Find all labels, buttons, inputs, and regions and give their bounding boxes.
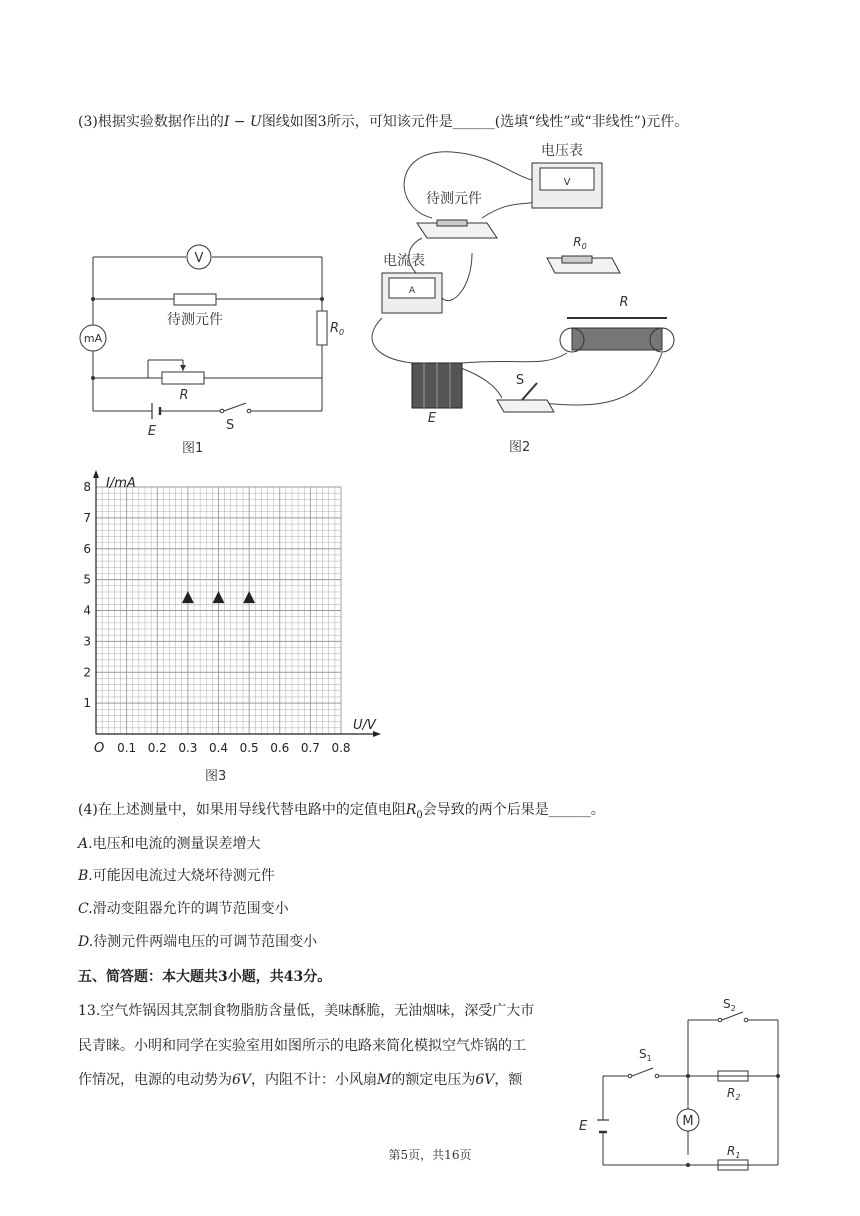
q4-r-sub: 0 [416,809,423,821]
fig2-e-label: E [427,411,437,426]
fig2-r-label: R [619,295,629,310]
option-letter: B. [78,868,93,884]
q3-line [78,112,688,132]
q13-emf: 6V [232,1072,252,1088]
y-tick-label: 1 [83,696,91,711]
figure-2-apparatus [362,138,712,438]
fig1-element-label: 待测元件 [167,312,223,328]
option-letter: D. [78,934,94,950]
svg-text:V: V [563,177,571,188]
q3-blank: ______ [452,114,495,130]
y-tick-label: 4 [83,603,91,618]
q13-m: M [377,1072,392,1088]
data-point [182,591,194,603]
q4-line [78,800,605,826]
fig2-rheostat [572,328,662,350]
option-letter: A. [78,836,93,852]
y-tick-label: 8 [83,480,91,494]
x-tick-label: 0.3 [178,741,198,755]
figure-1-circuit [74,235,345,439]
y-tick-label: 2 [83,665,91,680]
q13-text: ，内阻不计：小风扇 [251,1072,378,1088]
q4-option-a [78,834,261,854]
fig4-r2-label: $R_2$ [727,1086,741,1102]
data-point [243,591,255,603]
fig4-m-label: M [682,1114,694,1129]
fig1-voltmeter-label: V [194,251,204,266]
q13-text: 的额定电压为 [391,1072,476,1088]
y-axis-arrow [93,470,99,478]
fig1-ammeter-label: mA [83,332,103,345]
y-tick-label: 5 [83,572,91,587]
fig4-s1-label: $S_1$ [639,1047,652,1063]
fig2-switch [497,400,554,412]
fig3-origin: O [94,741,105,756]
q4-option-c [78,899,289,919]
fig1-r-label: R [179,388,189,403]
q13-line-2: 民青睐。小明和同学在实验室用如图所示的电路来简化模拟空气炸锅的工 [78,1038,526,1054]
q13-line-1: 13.空气炸锅因其烹制食物脂肪含量低，美味酥脆，无油烟味，深受广大市 [78,1003,535,1019]
section-5-title: 五、简答题：本大题共3小题，共43分。 [78,969,332,985]
data-point [213,591,225,603]
option-text: 可能因电流过大烧坏待测元件 [92,868,275,884]
fig4-s2-label: $S_2$ [723,997,736,1013]
y-tick-label: 6 [83,541,91,556]
fig3-x-label: U/V [353,718,376,733]
fig1-s-label: S [226,418,235,433]
x-tick-label: 0.1 [117,741,137,755]
option-text: 电压和电流的测量误差增大 [92,836,261,852]
x-tick-label: 0.2 [147,741,167,755]
fig1-r0-label: $R_0$ [330,321,345,337]
q3-suffix: (选填“线性”或“非线性”)元件。 [494,114,689,130]
x-tick-label: 0.7 [300,741,320,755]
fig2-r0-label: $R_0$ [573,235,587,251]
x-tick-label: 0.5 [239,741,259,755]
option-text: 待测元件两端电压的可调节范围变小 [93,934,318,950]
x-tick-label: 0.8 [331,741,351,755]
fig1-caption: 图1 [182,441,204,456]
option-letter: C. [78,901,93,917]
option-text: 滑动变阻器允许的调节范围变小 [92,901,289,917]
q3-prefix: (3)根据实验数据作出的 [78,114,224,130]
fig4-r1-label: $R_1$ [727,1144,741,1160]
q4-suffix: 会导致的两个后果是______。 [422,802,605,818]
q4-option-b [78,866,275,886]
q13-text: 作情况，电源的电动势为 [78,1072,232,1088]
q3-mid: 图线如图3所示，可知该元件是 [261,114,453,130]
fig2-element-label: 待测元件 [426,191,482,207]
q13-rated: 6V [475,1072,495,1088]
page-footer: 第5页，共16页 [388,1148,472,1162]
fig4-e-label: E [579,1119,588,1134]
x-tick-label: 0.4 [208,741,229,755]
q4-option-d [78,932,317,952]
q13-line-3 [78,1070,522,1090]
fig2-ammeter-label: 电流表 [383,253,425,269]
fig1-e-label: E [147,424,157,439]
y-tick-label: 3 [83,634,91,649]
q4-prefix: (4)在上述测量中，如果用导线代替电路中的定值电阻 [78,802,406,818]
fig2-caption: 图2 [509,440,531,455]
q4-r: R [405,802,417,818]
fig3-caption: 图3 [205,769,227,784]
q13-text: ，额 [494,1072,523,1088]
svg-text:A: A [408,286,416,296]
q3-var: I − U [223,114,262,130]
fig3-y-label: I/mA [106,476,136,491]
y-tick-label: 7 [83,510,91,525]
x-tick-label: 0.6 [270,741,290,755]
fig2-s-label: S [515,373,525,388]
fig2-voltmeter-label: 电压表 [541,143,583,159]
figure-3-chart [76,472,386,762]
